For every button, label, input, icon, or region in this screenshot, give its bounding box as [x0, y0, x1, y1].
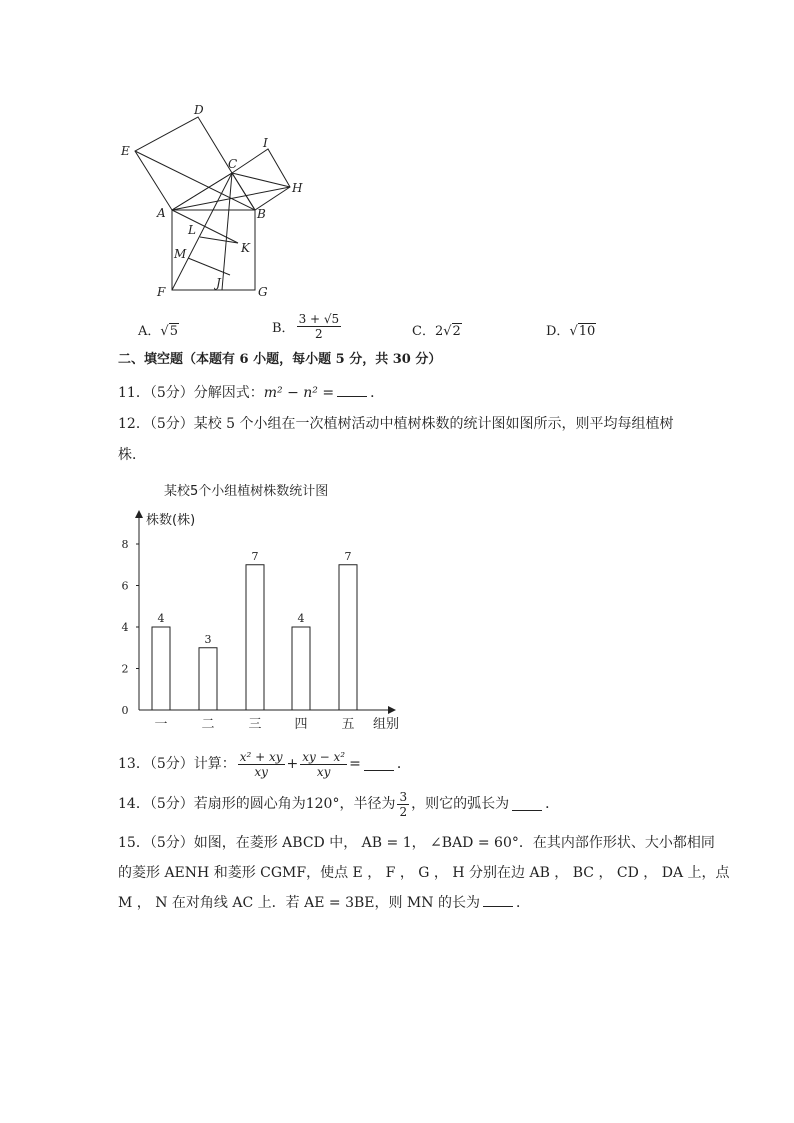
- bar: [152, 627, 170, 710]
- geometry-figure: [110, 95, 320, 310]
- question-11: 11．（5分）分解因式：m² − n² = ．: [118, 385, 385, 401]
- option-a: A．√5: [138, 324, 178, 339]
- bar-value-label: 3: [204, 632, 212, 646]
- bar-chart: [110, 475, 410, 740]
- x-axis-arrow: [388, 706, 396, 714]
- question-15-line2: 的菱形 AENH 和菱形 CGMF，使点 E ， F ， G ， H 分别在边 AB ， BC ， CD ， DA 上，点: [118, 865, 730, 881]
- bar: [199, 648, 217, 710]
- label-B: B: [257, 207, 266, 221]
- y-tick-label: 2: [121, 662, 129, 676]
- label-L: L: [188, 223, 196, 237]
- section-title: 二、填空题（本题有 6 小题，每小题 5 分，共 30 分）: [118, 352, 442, 367]
- question-15-line3: M ， N 在对角线 AC 上．若 AE = 3BE，则 MN 的长为 ．: [118, 895, 530, 911]
- question-13: 13．（5分）计算： $\frac{\text{x² + xy}}{xy}$ + $\frac{\text{xy − x²}}{xy}$ = ．: [118, 749, 411, 779]
- label-G: G: [258, 285, 268, 299]
- answer-blank: [337, 384, 367, 397]
- sqrt-icon: √5: [160, 324, 178, 339]
- bar-value-label: 7: [251, 549, 259, 563]
- bar: [292, 627, 310, 710]
- question-12-line1: 12．（5分）某校 5 个小组在一次植树活动中植树株数的统计图如图所示，则平均每组植树: [118, 416, 674, 432]
- x-axis-label: 组别: [373, 717, 400, 732]
- category-label: 四: [294, 717, 308, 732]
- label-D: D: [194, 103, 204, 117]
- y-tick-label: 4: [121, 621, 129, 634]
- label-A: A: [157, 206, 166, 220]
- label-J: J: [216, 276, 221, 290]
- option-c: C．2√2: [412, 324, 461, 339]
- category-label: 一: [154, 717, 168, 732]
- category-label: 二: [201, 717, 215, 732]
- label-K: K: [241, 241, 250, 255]
- bar: [246, 565, 264, 710]
- y-tick-label: 0: [121, 704, 129, 717]
- q10-options: [138, 312, 658, 344]
- sqrt-icon: √10: [569, 324, 596, 339]
- label-H: H: [292, 181, 303, 195]
- bar-value-label: 4: [297, 612, 305, 625]
- answer-blank: [512, 798, 542, 811]
- label-F: F: [157, 285, 166, 299]
- y-axis-arrow: [135, 510, 143, 518]
- answer-blank: [364, 758, 394, 771]
- label-C: C: [228, 157, 238, 171]
- bar-value-label: 4: [157, 612, 165, 625]
- label-M: M: [174, 247, 187, 261]
- category-label: 三: [248, 717, 262, 732]
- chart-title: 某校5个小组植树株数统计图: [164, 484, 329, 499]
- answer-blank: [483, 894, 513, 907]
- label-I: I: [263, 136, 268, 150]
- question-15-line1: 15．（5分）如图，在菱形 ABCD 中， AB = 1， ∠BAD = 60°．在其内部作形状、大小都相同: [118, 835, 715, 851]
- category-label: 五: [341, 717, 355, 732]
- option-b: B． $\frac{3 + √5}{2}$: [272, 312, 340, 341]
- label-E: E: [121, 144, 130, 158]
- question-12-line2: 株．: [118, 447, 146, 463]
- bar-value-label: 7: [344, 549, 352, 563]
- y-tick-label: 8: [121, 538, 129, 551]
- option-d: D．√10: [546, 324, 596, 339]
- y-axis-label: 株数(株): [146, 513, 196, 528]
- question-14: 14．（5分）若扇形的圆心角为120°，半径为 $\frac{3}{2}$ ，则它的弧长为 ．: [118, 789, 560, 819]
- sqrt-icon: √2: [443, 324, 461, 339]
- y-tick-label: 6: [121, 579, 129, 593]
- bar: [339, 565, 357, 710]
